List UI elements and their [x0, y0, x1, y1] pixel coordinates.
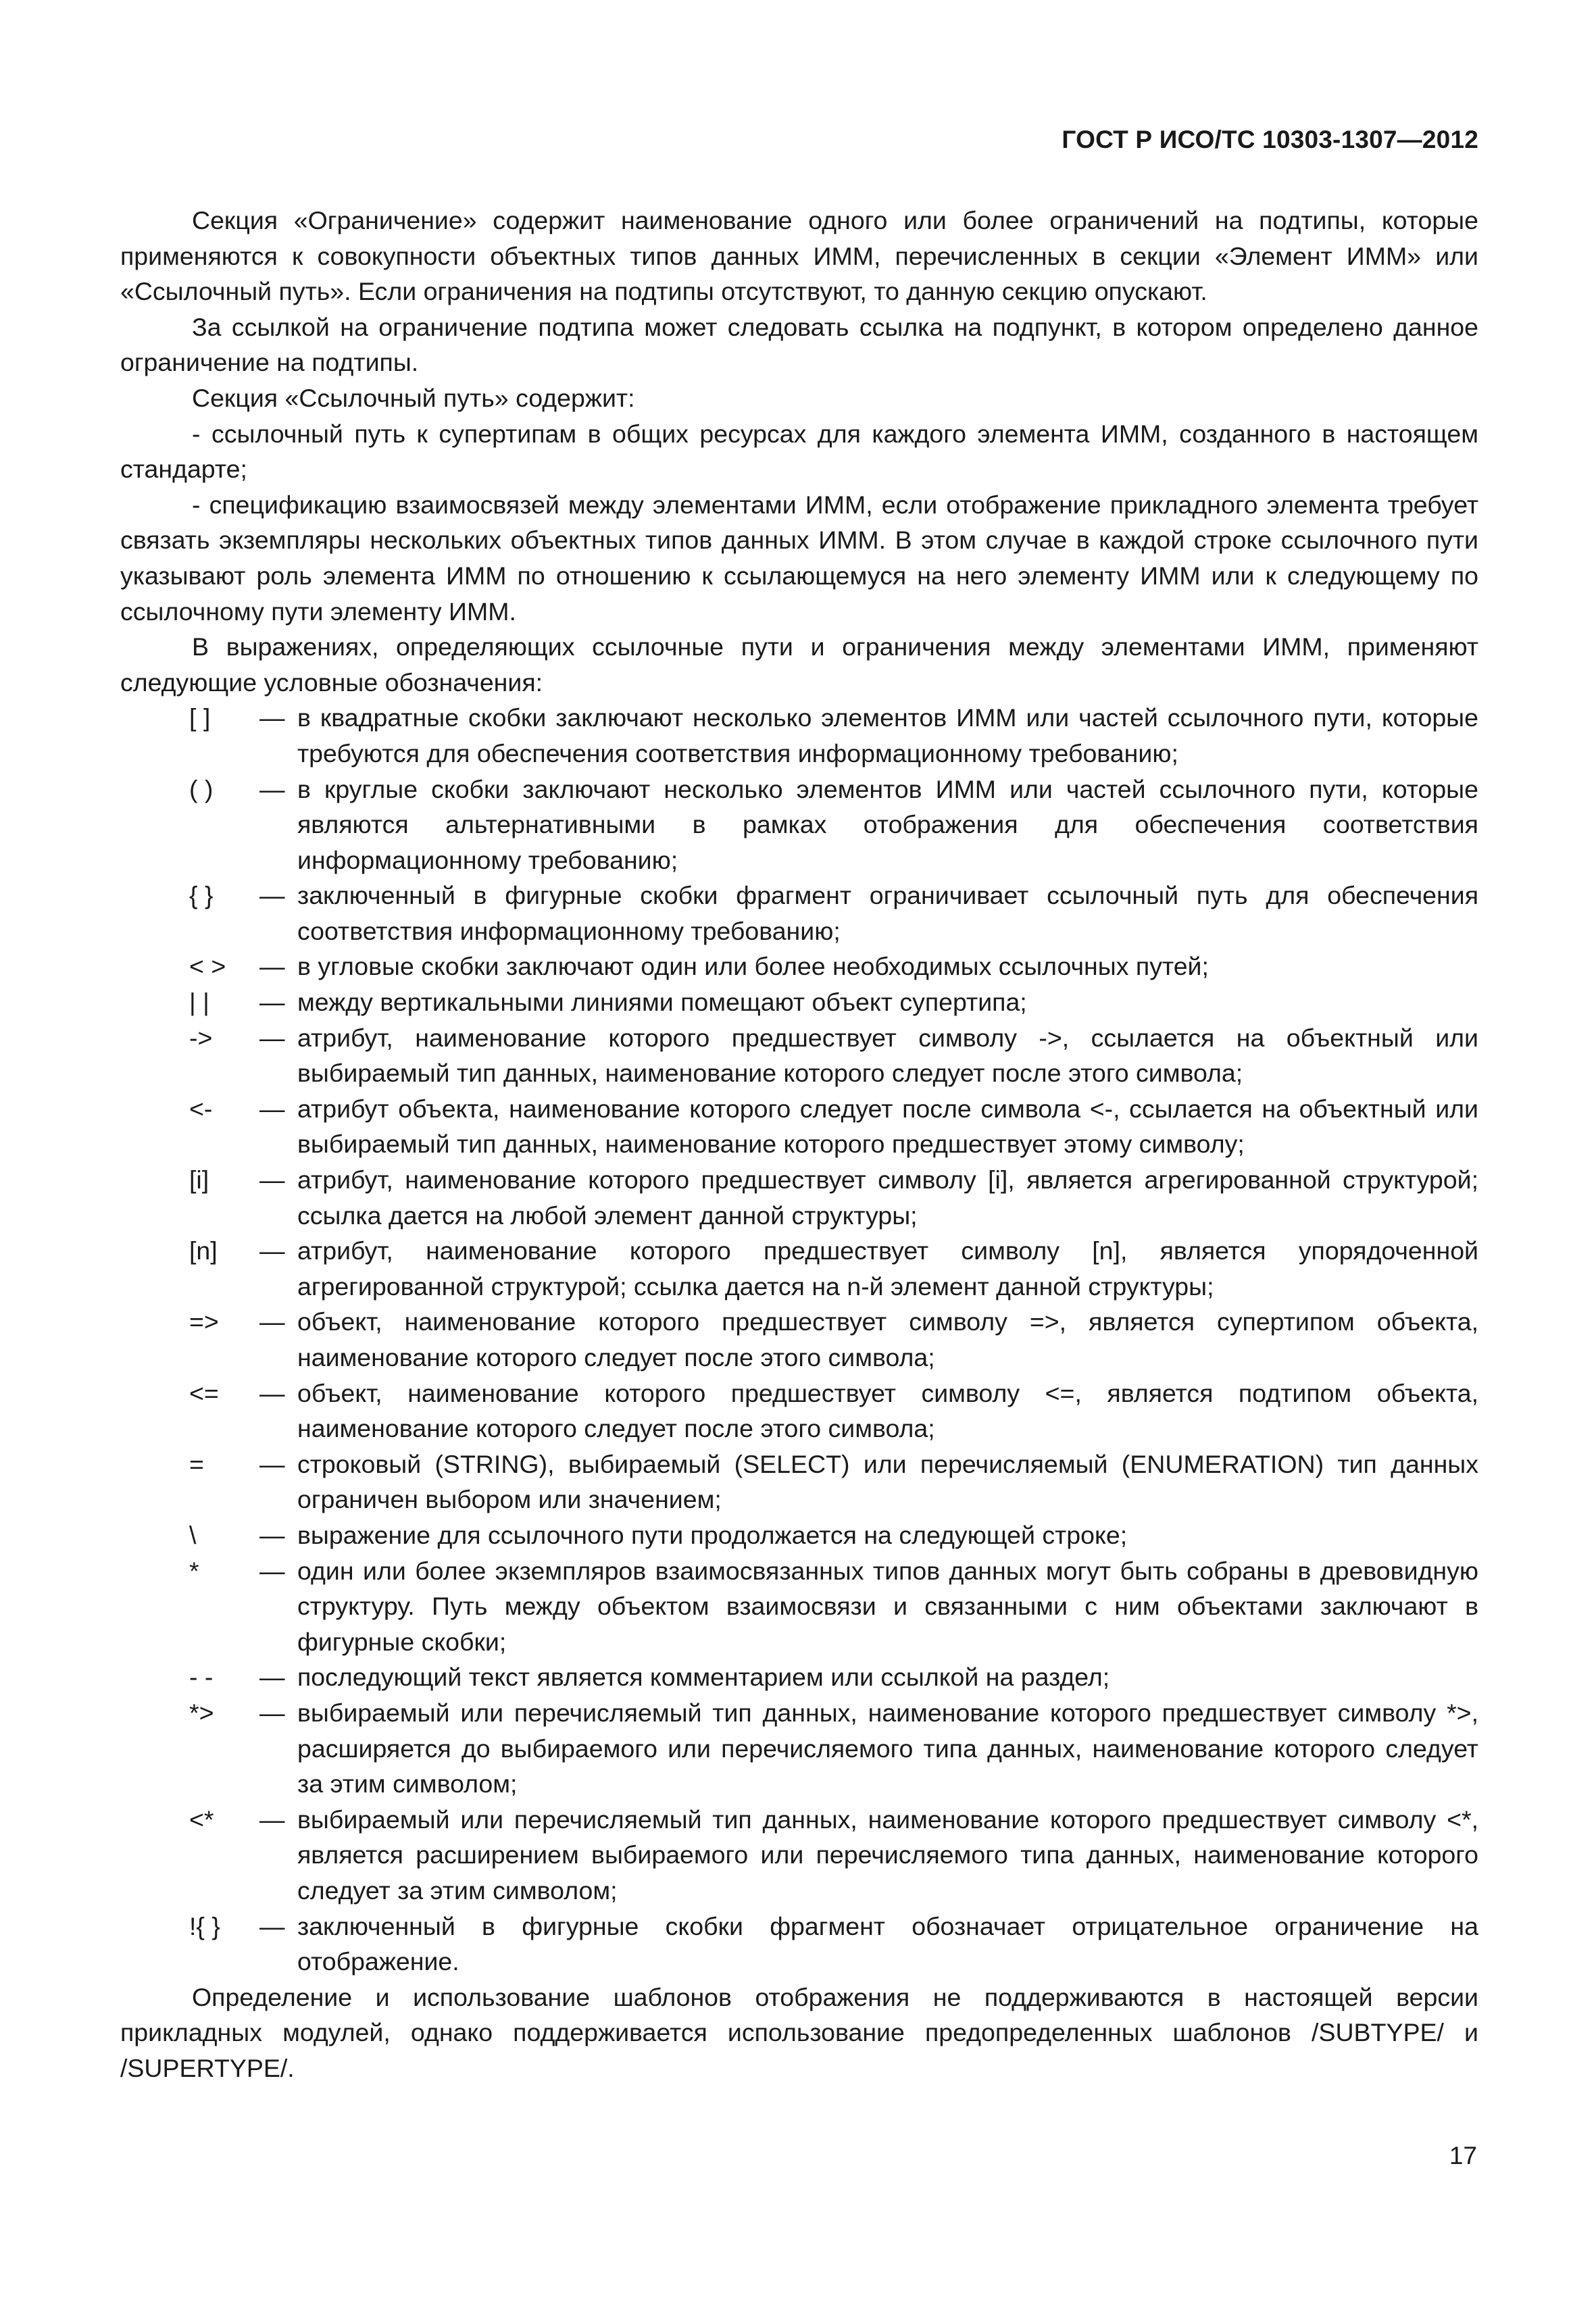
symbol-dash: — [259, 1449, 285, 1478]
symbol-description: строковый (STRING), выбираемый (SELECT) или перечисляемый (ENUMERATION) тип данных ограничен выбором или значением; [297, 1449, 1478, 1514]
symbol-item [120, 878, 1478, 949]
symbol-description: объект, наименование которого предшествует символу <=, является подтипом объекта, наименование которого следует после этого символа; [297, 1378, 1478, 1443]
symbol-item [120, 1659, 1478, 1695]
symbol-key: [n] [189, 1236, 218, 1265]
symbol-key: * [189, 1556, 199, 1585]
paragraph-relationship-spec: - спецификацию взаимосвязей между элементами ИММ, если отображение прикладного элемента требует связать экземпляры нескольких объектных типов данных ИММ. В этом случае в каждой строке ссылочного пути указывают роль элемента ИММ по отношению к ссылающемуся на него элементу ИММ или к следующему по ссылочному пути элементу ИММ. [120, 490, 1478, 626]
symbol-description: заключенный в фигурные скобки фрагмент ограничивает ссылочный путь для обеспечения соответствия информационному требованию; [297, 881, 1478, 945]
symbol-key: <- [189, 1094, 213, 1123]
symbol-description: последующий текст является комментарием или ссылкой на раздел; [297, 1663, 1110, 1692]
symbol-description: выражение для ссылочного пути продолжается на следующей строке; [297, 1520, 1128, 1549]
symbol-dash: — [259, 1165, 285, 1194]
symbol-description: объект, наименование которого предшествует символу =>, является супертипом объекта, наименование которого следует после этого символа; [297, 1307, 1478, 1372]
symbol-dash: — [259, 1911, 285, 1940]
symbol-description: атрибут, наименование которого предшествует символу [i], является агрегированной структурой; ссылка дается на любой элемент данной структуры; [297, 1165, 1478, 1230]
symbol-key: -> [189, 1023, 213, 1052]
symbol-key: < > [189, 952, 226, 981]
symbol-dash: — [259, 1556, 285, 1585]
paragraph-constraint-section: Секция «Ограничение» содержит наименование одного или более ограничений на подтипы, которые применяются к совокупности объектных типов данных ИММ, перечисленных в секции «Элемент ИММ» или «Ссылочный путь». Если ограничения на подтипы отсутствуют, то данную секцию опускают. [120, 206, 1478, 306]
symbol-item [120, 1304, 1478, 1375]
symbol-item [120, 1020, 1478, 1091]
symbol-description: атрибут, наименование которого предшествует символу [n], является упорядоченной агрегированной структурой; ссылка дается на n-й элемент данной структуры; [297, 1236, 1478, 1301]
symbol-description: в угловые скобки заключают один или более необходимых ссылочных путей; [297, 952, 1209, 981]
page-body [120, 203, 1478, 2086]
symbol-description: атрибут объекта, наименование которого следует после символа <-, ссылается на объектный или выбираемый тип данных, наименование которого предшествует этому символу; [297, 1094, 1478, 1159]
symbol-item [120, 1553, 1478, 1660]
paragraph-subtype-reference: За ссылкой на ограничение подтипа может следовать ссылка на подпункт, в котором определено данное ограничение на подтипы. [120, 312, 1478, 377]
symbol-dash: — [259, 988, 285, 1017]
symbol-dash: — [259, 881, 285, 910]
symbol-key: { } [189, 881, 214, 910]
symbol-item [120, 1233, 1478, 1304]
symbol-key: | | [189, 988, 209, 1017]
symbol-key: - - [189, 1663, 214, 1692]
symbol-item [120, 1376, 1478, 1447]
symbol-item [120, 1909, 1478, 1980]
symbol-dash: — [259, 774, 285, 803]
symbol-key: => [189, 1307, 219, 1336]
symbol-item [120, 772, 1478, 878]
paragraph-notation-intro: В выражениях, определяющих ссылочные пути и ограничения между элементами ИММ, применяют следующие условные обозначения: [120, 632, 1478, 697]
symbol-dash: — [259, 1378, 285, 1407]
paragraph-mapping-templates: Определение и использование шаблонов отображения не поддерживаются в настоящей версии прикладных модулей, однако поддерживается использование предопределенных шаблонов /SUBTYPE/ и /SUPERTYPE/. [120, 1982, 1478, 2082]
symbol-item [120, 1695, 1478, 1802]
symbol-key: [i] [189, 1165, 209, 1194]
symbol-dash: — [259, 1307, 285, 1336]
paragraph-reference-path-intro: Секция «Ссылочный путь» содержит: [192, 383, 635, 412]
symbol-item [120, 1802, 1478, 1909]
symbol-dash: — [259, 703, 285, 732]
symbol-key: \ [189, 1520, 197, 1549]
symbol-item [120, 1517, 1478, 1553]
symbol-item [120, 1091, 1478, 1162]
symbol-dash: — [259, 1663, 285, 1692]
symbol-key: <* [189, 1805, 214, 1834]
symbol-dash: — [259, 1094, 285, 1123]
symbol-description: выбираемый или перечисляемый тип данных, наименование которого предшествует символу <*, является расширением выбираемого или перечисляемого типа данных, наименование которого следует за этим символом; [297, 1805, 1478, 1905]
symbol-item [120, 984, 1478, 1020]
symbol-description: заключенный в фигурные скобки фрагмент обозначает отрицательное ограничение на отображение. [297, 1911, 1478, 1976]
symbol-key: [ ] [189, 703, 211, 732]
symbol-description: между вертикальными линиями помещают объект супертипа; [297, 988, 1027, 1017]
symbol-dash: — [259, 952, 285, 981]
symbol-item [120, 1162, 1478, 1233]
symbol-dash: — [259, 1698, 285, 1727]
page-number: 17 [1449, 2142, 1477, 2169]
symbol-key: !{ } [189, 1911, 220, 1940]
paragraph-supertype-path: - ссылочный путь к супертипам в общих ресурсах для каждого элемента ИММ, созданного в настоящем стандарте; [120, 419, 1478, 484]
symbol-dash: — [259, 1236, 285, 1265]
symbol-item [120, 700, 1478, 771]
symbol-key: <= [189, 1378, 219, 1407]
symbol-description: в квадратные скобки заключают несколько элементов ИММ или частей ссылочного пути, которые требуются для обеспечения соответствия информационному требованию; [297, 703, 1478, 768]
symbol-dash: — [259, 1520, 285, 1549]
symbol-dash: — [259, 1805, 285, 1834]
symbol-list [120, 700, 1478, 1979]
symbol-dash: — [259, 1023, 285, 1052]
symbol-key: *> [189, 1698, 214, 1727]
symbol-key: = [189, 1449, 204, 1478]
symbol-description: выбираемый или перечисляемый тип данных, наименование которого предшествует символу *>, расширяется до выбираемого или перечисляемого типа данных, наименование которого следует за этим символом; [297, 1698, 1478, 1799]
symbol-description: один или более экземпляров взаимосвязанных типов данных могут быть собраны в древовидную структуру. Путь между объектом взаимосвязи и связанными с ним объектами заключают в фигурные скобки; [297, 1556, 1478, 1656]
symbol-item [120, 949, 1478, 984]
symbol-key: ( ) [189, 774, 214, 803]
symbol-item [120, 1447, 1478, 1517]
document-header-standard-id: ГОСТ Р ИСО/ТС 10303-1307—2012 [1062, 126, 1478, 153]
symbol-description: атрибут, наименование которого предшествует символу ->, ссылается на объектный или выбираемый тип данных, наименование которого следует после этого символа; [297, 1023, 1478, 1088]
symbol-description: в круглые скобки заключают несколько элементов ИММ или частей ссылочного пути, которые являются альтернативными в рамках отображения для обеспечения соответствия информационному требованию; [297, 774, 1478, 874]
